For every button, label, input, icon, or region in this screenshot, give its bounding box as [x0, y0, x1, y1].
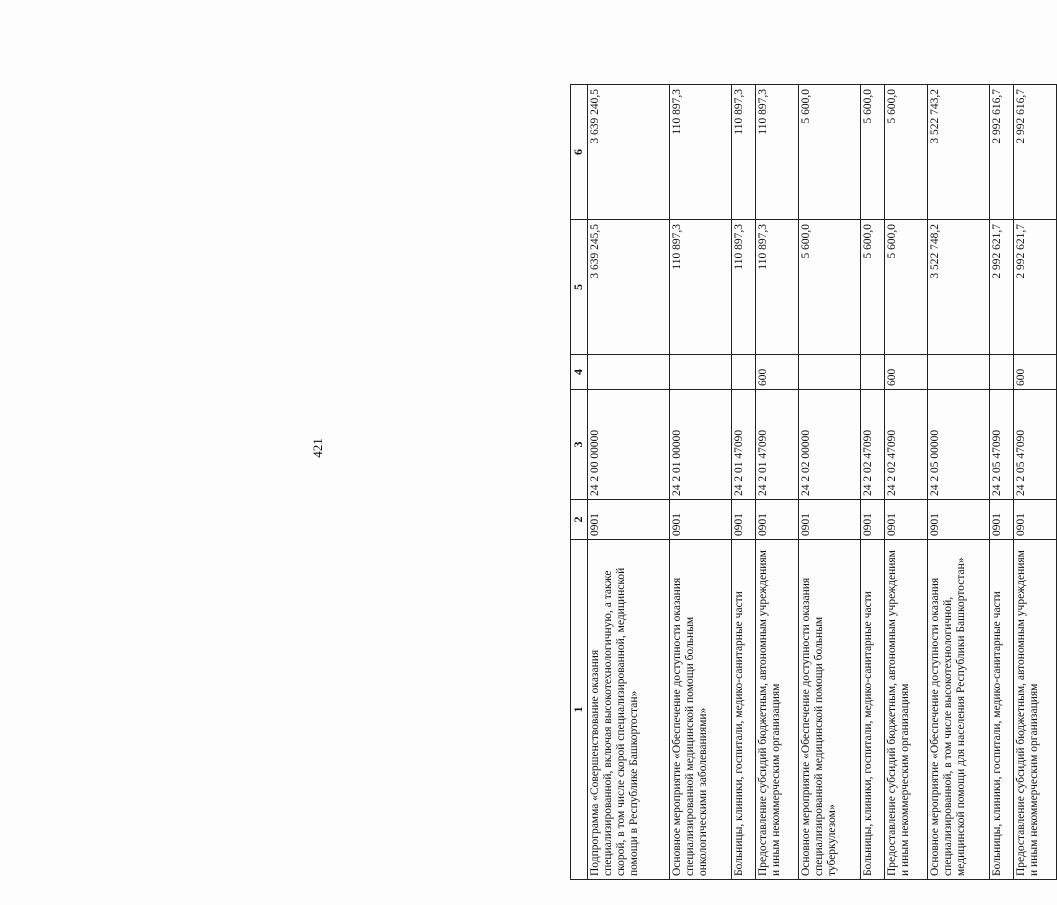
table-header-row [571, 85, 588, 880]
cell-expense-type [798, 355, 860, 390]
cell-expense-type [990, 355, 1014, 390]
cell-target-code: 24 2 02 47090 [861, 390, 885, 500]
table-row [588, 85, 670, 880]
budget-table-container [570, 85, 1057, 880]
cell-expense-type [669, 355, 731, 390]
header-col-3: 3 [571, 390, 588, 500]
cell-value-1: 2 992 621,7 [990, 220, 1014, 355]
header-col-4: 4 [571, 355, 588, 390]
cell-name: Подпрограмма «Совершенствование оказания специализированной, включая высокотехнологичную, а также скорой, в том числе скорой специализированной, медицинской помощи в Республике Башкортостан» [588, 540, 670, 880]
table-row [1013, 85, 1056, 880]
cell-name: Больницы, клиники, госпитали, медико-санитарные части [990, 540, 1014, 880]
cell-value-1: 5 600,0 [861, 220, 885, 355]
cell-value-1: 110 897,3 [669, 220, 731, 355]
cell-value-2: 5 600,0 [798, 85, 860, 220]
header-col-1: 1 [571, 540, 588, 880]
cell-value-2: 5 600,0 [861, 85, 885, 220]
table-row [669, 85, 731, 880]
cell-name: Основное мероприятие «Обеспечение доступности оказания специализированной, в том числе высокотехнологичной, медицинской помощи для населения Республики Башкортостан» [927, 540, 989, 880]
cell-name: Больницы, клиники, госпитали, медико-санитарные части [731, 540, 755, 880]
cell-value-2: 110 897,3 [731, 85, 755, 220]
cell-name: Предоставление субсидий бюджетным, автономным учреждениям и иным некоммерческим организациям [755, 540, 798, 880]
cell-section: 0901 [884, 500, 927, 540]
cell-section: 0901 [731, 500, 755, 540]
cell-section: 0901 [588, 500, 670, 540]
cell-section: 0901 [927, 500, 989, 540]
cell-target-code: 24 2 00 00000 [588, 390, 670, 500]
cell-value-2: 110 897,3 [669, 85, 731, 220]
cell-value-2: 3 639 240,5 [588, 85, 670, 220]
cell-expense-type [731, 355, 755, 390]
table-row [798, 85, 860, 880]
cell-target-code: 24 2 01 47090 [755, 390, 798, 500]
cell-name: Предоставление субсидий бюджетным, автономным учреждениям и иным некоммерческим организациям [1013, 540, 1056, 880]
cell-section: 0901 [755, 500, 798, 540]
cell-name: Предоставление субсидий бюджетным, автономным учреждениям и иным некоммерческим организациям [884, 540, 927, 880]
cell-target-code: 24 2 02 00000 [798, 390, 860, 500]
header-col-5: 5 [571, 220, 588, 355]
cell-expense-type: 600 [884, 355, 927, 390]
table-row [927, 85, 989, 880]
cell-value-1: 5 600,0 [884, 220, 927, 355]
cell-value-2: 110 897,3 [755, 85, 798, 220]
page-number: 421 [310, 438, 325, 458]
cell-expense-type [588, 355, 670, 390]
cell-section: 0901 [669, 500, 731, 540]
cell-section: 0901 [861, 500, 885, 540]
cell-target-code: 24 2 05 00000 [927, 390, 989, 500]
cell-expense-type [861, 355, 885, 390]
cell-value-2: 2 992 616,7 [990, 85, 1014, 220]
cell-expense-type: 600 [1013, 355, 1056, 390]
table-row [861, 85, 885, 880]
cell-value-1: 5 600,0 [798, 220, 860, 355]
cell-value-1: 2 992 621,7 [1013, 220, 1056, 355]
cell-section: 0901 [1013, 500, 1056, 540]
table-row [731, 85, 755, 880]
cell-name: Основное мероприятие «Обеспечение доступности оказания специализированной медицинской помощи больным онкологическими заболеваниями» [669, 540, 731, 880]
cell-target-code: 24 2 05 47090 [1013, 390, 1056, 500]
cell-value-2: 2 992 616,7 [1013, 85, 1056, 220]
cell-target-code: 24 2 01 47090 [731, 390, 755, 500]
table-row [990, 85, 1014, 880]
budget-table [570, 84, 1057, 880]
cell-target-code: 24 2 05 47090 [990, 390, 1014, 500]
cell-value-1: 110 897,3 [755, 220, 798, 355]
cell-value-2: 3 522 743,2 [927, 85, 989, 220]
header-col-6: 6 [571, 85, 588, 220]
cell-value-2: 5 600,0 [884, 85, 927, 220]
header-col-2: 2 [571, 500, 588, 540]
cell-name: Основное мероприятие «Обеспечение доступности оказания специализированной медицинской помощи больным туберкулезом» [798, 540, 860, 880]
cell-value-1: 3 522 748,2 [927, 220, 989, 355]
cell-expense-type [927, 355, 989, 390]
cell-value-1: 110 897,3 [731, 220, 755, 355]
cell-value-1: 3 639 245,5 [588, 220, 670, 355]
cell-section: 0901 [798, 500, 860, 540]
cell-name: Больницы, клиники, госпитали, медико-санитарные части [861, 540, 885, 880]
cell-target-code: 24 2 01 00000 [669, 390, 731, 500]
table-row [755, 85, 798, 880]
cell-expense-type: 600 [755, 355, 798, 390]
cell-target-code: 24 2 02 47090 [884, 390, 927, 500]
cell-section: 0901 [990, 500, 1014, 540]
table-row [884, 85, 927, 880]
